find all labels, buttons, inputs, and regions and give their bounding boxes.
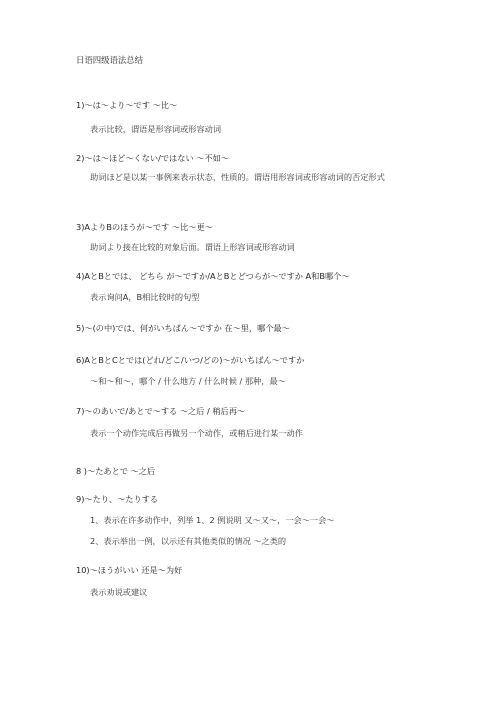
section-description-1: 表示比较，谓语是形容词或形容动词 [90,124,222,134]
section-description-3: 助词より接在比较的对象后面。谓语上形容词或形容动词 [90,242,295,252]
section-description-6: ～和～和～，哪个 / 什么地方 / 什么时候 / 那种，最～ [90,376,286,386]
section-heading-4: 4)AとBとでは、 どちら が～ですか/AとBとどつらが～ですか A和B哪个～ [76,271,350,281]
section-description-4: 表示询问A，B相比较时的句型 [90,292,200,302]
section-description-9-1: 1、表示在许多动作中，列举 1、2 例说明 又～又～，一会～一会～ [90,515,335,525]
section-heading-5: 5)～(の中)では、何がいちばん～ですか 在～里，哪个最～ [76,323,290,333]
section-heading-3: 3)AよりBのほうが～です ～比～更～ [76,222,213,232]
section-heading-1: 1)～は～より～です ～比～ [76,100,178,110]
section-heading-9: 9)～たり、～たりする [76,494,159,504]
document-title: 日语四级语法总结 [76,55,143,65]
section-description-10: 表示劝说或建议 [90,587,148,597]
section-heading-2: 2)～は～ほど～くない/ではない ～不如～ [76,153,229,163]
section-description-7: 表示一个动作完成后再做另一个动作，或稍后进行某一动作 [90,428,303,438]
section-heading-10: 10)～ほうがいい 还是～为好 [76,565,183,575]
section-description-9-2: 2、表示举出一例，以示还有其他类似的情况 ～之类的 [90,536,287,546]
section-heading-7: 7)～のあいで/あとで～する ～之后 / 稍后再～ [76,406,246,416]
section-description-2: 助词ほど是以某一事例来表示状态，性质的。谓语用形容词或形容动词的否定形式 [90,172,385,182]
section-heading-8: 8 )～たあとで ～之后 [76,466,156,476]
section-heading-6: 6)AとBとCとでは(どれ/どこ/いつ/どの)～がいちばん～ですか [76,355,305,365]
